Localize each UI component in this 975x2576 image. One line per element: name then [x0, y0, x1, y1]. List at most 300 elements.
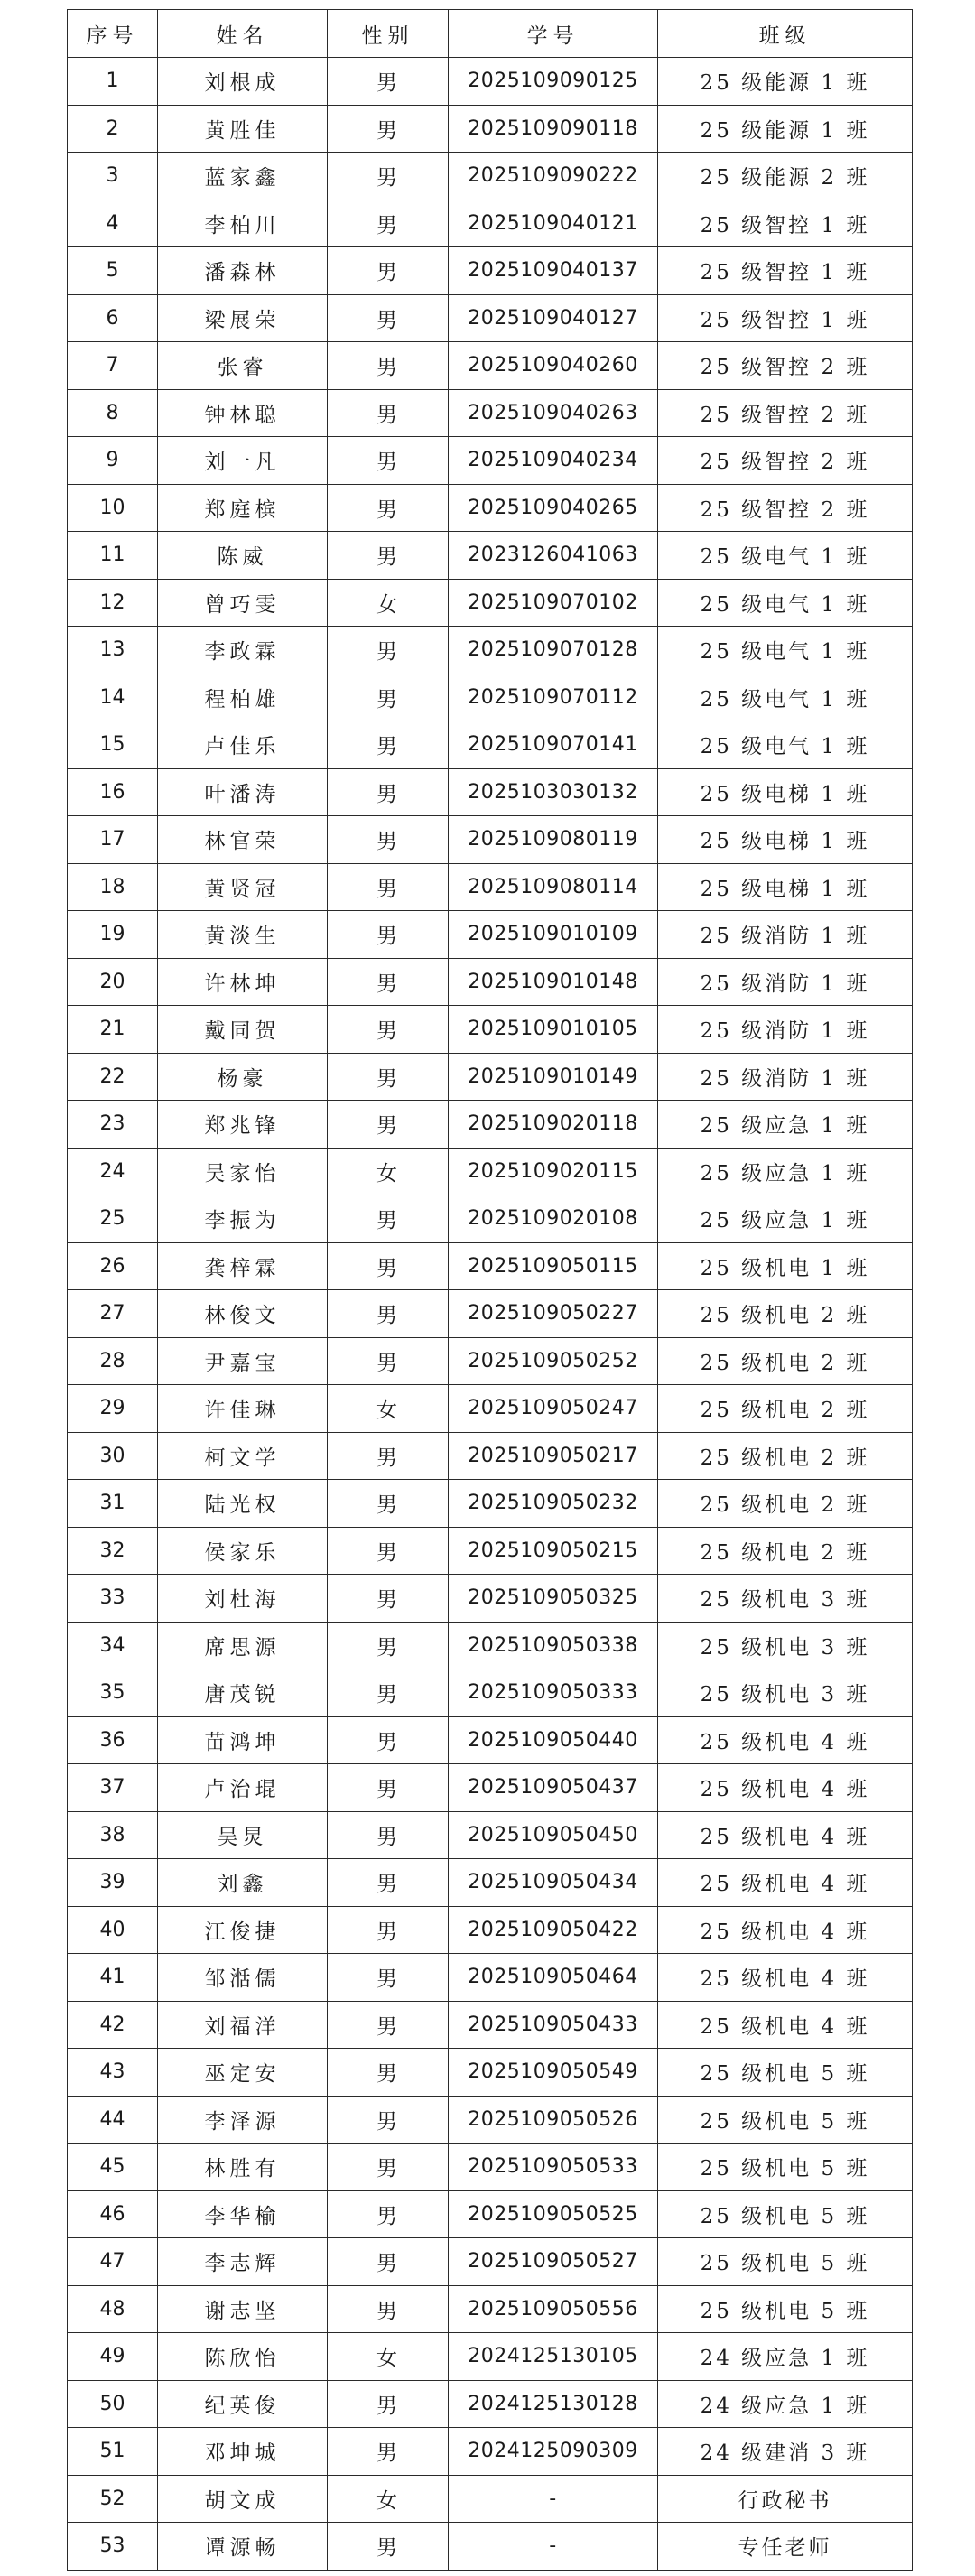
cell-gender: 男	[328, 58, 449, 106]
cell-student-id: 2024125130105	[449, 2333, 658, 2381]
cell-class: 25 级机电 2 班	[658, 1290, 913, 1338]
cell-index: 19	[68, 911, 158, 959]
cell-gender: 男	[328, 816, 449, 864]
cell-class: 25 级智控 2 班	[658, 389, 913, 437]
table-row	[68, 2380, 913, 2428]
cell-class: 24 级应急 1 班	[658, 2380, 913, 2428]
header-gender: 性别	[328, 10, 449, 58]
cell-name: 郑庭槟	[158, 484, 328, 532]
cell-class: 25 级应急 1 班	[658, 1148, 913, 1195]
cell-student-id: 2025109080119	[449, 816, 658, 864]
cell-name: 尹嘉宝	[158, 1337, 328, 1385]
cell-index: 25	[68, 1195, 158, 1243]
table-row	[68, 58, 913, 106]
cell-index: 45	[68, 2144, 158, 2191]
cell-index: 31	[68, 1480, 158, 1528]
cell-student-id: 2025109050526	[449, 2096, 658, 2144]
table-row	[68, 2096, 913, 2144]
cell-gender: 男	[328, 1811, 449, 1859]
cell-index: 12	[68, 579, 158, 627]
cell-student-id: 2025109050464	[449, 1954, 658, 2002]
cell-gender: 男	[328, 2285, 449, 2333]
cell-class: 25 级机电 4 班	[658, 1764, 913, 1812]
cell-index: 32	[68, 1527, 158, 1575]
cell-gender: 男	[328, 2380, 449, 2428]
table-row	[68, 2190, 913, 2238]
cell-index: 29	[68, 1385, 158, 1433]
table-body	[68, 58, 913, 2571]
cell-class: 25 级电梯 1 班	[658, 768, 913, 816]
cell-student-id: 2025109090118	[449, 105, 658, 153]
cell-name: 许佳琳	[158, 1385, 328, 1433]
cell-student-id: 2025109050549	[449, 2049, 658, 2097]
cell-student-id: 2025109020115	[449, 1148, 658, 1195]
cell-index: 5	[68, 247, 158, 295]
table-row	[68, 1148, 913, 1195]
cell-student-id: 2025109050333	[449, 1669, 658, 1717]
cell-index: 36	[68, 1716, 158, 1764]
cell-student-id: 2025109040234	[449, 437, 658, 485]
table-row	[68, 153, 913, 200]
cell-name: 刘福洋	[158, 2001, 328, 2049]
cell-gender: 男	[328, 958, 449, 1006]
cell-gender: 男	[328, 863, 449, 911]
cell-class: 25 级机电 3 班	[658, 1575, 913, 1623]
cell-index: 47	[68, 2238, 158, 2286]
table-row	[68, 1575, 913, 1623]
cell-student-id: 2025109020118	[449, 1101, 658, 1149]
table-row	[68, 1669, 913, 1717]
cell-index: 27	[68, 1290, 158, 1338]
cell-class: 25 级机电 4 班	[658, 1811, 913, 1859]
table-row	[68, 2523, 913, 2571]
cell-name: 席思源	[158, 1622, 328, 1669]
table-row	[68, 1290, 913, 1338]
table-row	[68, 1385, 913, 1433]
cell-index: 51	[68, 2428, 158, 2476]
table-row	[68, 105, 913, 153]
cell-name: 刘鑫	[158, 1859, 328, 1907]
table-row	[68, 1195, 913, 1243]
cell-student-id: 2025109010109	[449, 911, 658, 959]
cell-student-id: 2025109050422	[449, 1906, 658, 1954]
cell-student-id: 2025109050433	[449, 2001, 658, 2049]
cell-class: 25 级电气 1 班	[658, 721, 913, 769]
table-row	[68, 1006, 913, 1054]
table-row	[68, 437, 913, 485]
cell-gender: 男	[328, 2238, 449, 2286]
cell-gender: 男	[328, 1290, 449, 1338]
cell-class: 25 级机电 5 班	[658, 2144, 913, 2191]
cell-class: 25 级电气 1 班	[658, 674, 913, 721]
cell-class: 25 级机电 2 班	[658, 1432, 913, 1480]
cell-class: 专任老师	[658, 2523, 913, 2571]
cell-class: 25 级应急 1 班	[658, 1101, 913, 1149]
cell-index: 23	[68, 1101, 158, 1149]
cell-student-id: -	[449, 2523, 658, 2571]
cell-student-id: 2025109050227	[449, 1290, 658, 1338]
table-row	[68, 294, 913, 342]
cell-gender: 男	[328, 2523, 449, 2571]
cell-student-id: -	[449, 2475, 658, 2523]
cell-name: 谢志坚	[158, 2285, 328, 2333]
cell-student-id: 2025109090222	[449, 153, 658, 200]
cell-class: 25 级电气 1 班	[658, 532, 913, 580]
cell-student-id: 2024125130128	[449, 2380, 658, 2428]
cell-index: 41	[68, 1954, 158, 2002]
cell-class: 25 级机电 3 班	[658, 1622, 913, 1669]
cell-index: 35	[68, 1669, 158, 1717]
cell-name: 柯文学	[158, 1432, 328, 1480]
cell-name: 纪英俊	[158, 2380, 328, 2428]
cell-gender: 男	[328, 2096, 449, 2144]
cell-gender: 男	[328, 1764, 449, 1812]
cell-name: 梁展荣	[158, 294, 328, 342]
table-row	[68, 721, 913, 769]
cell-student-id: 2024125090309	[449, 2428, 658, 2476]
cell-name: 杨豪	[158, 1053, 328, 1101]
cell-gender: 男	[328, 2049, 449, 2097]
cell-index: 3	[68, 153, 158, 200]
cell-gender: 男	[328, 1337, 449, 1385]
cell-gender: 男	[328, 389, 449, 437]
header-index: 序号	[68, 10, 158, 58]
table-row	[68, 816, 913, 864]
cell-name: 叶潘涛	[158, 768, 328, 816]
cell-gender: 男	[328, 342, 449, 390]
cell-name: 黄胜佳	[158, 105, 328, 153]
cell-student-id: 2025103030132	[449, 768, 658, 816]
cell-index: 16	[68, 768, 158, 816]
cell-gender: 男	[328, 1527, 449, 1575]
cell-gender: 女	[328, 2475, 449, 2523]
cell-gender: 男	[328, 1859, 449, 1907]
cell-name: 陈威	[158, 532, 328, 580]
cell-gender: 男	[328, 294, 449, 342]
table-row	[68, 911, 913, 959]
cell-class: 25 级机电 2 班	[658, 1527, 913, 1575]
cell-gender: 男	[328, 768, 449, 816]
cell-index: 1	[68, 58, 158, 106]
cell-student-id: 2025109040127	[449, 294, 658, 342]
cell-name: 刘根成	[158, 58, 328, 106]
cell-student-id: 2025109050533	[449, 2144, 658, 2191]
cell-class: 25 级机电 5 班	[658, 2096, 913, 2144]
cell-index: 17	[68, 816, 158, 864]
cell-index: 24	[68, 1148, 158, 1195]
cell-index: 34	[68, 1622, 158, 1669]
cell-gender: 男	[328, 1716, 449, 1764]
cell-gender: 女	[328, 579, 449, 627]
cell-index: 37	[68, 1764, 158, 1812]
cell-gender: 男	[328, 2001, 449, 2049]
cell-name: 许林坤	[158, 958, 328, 1006]
cell-class: 25 级智控 2 班	[658, 484, 913, 532]
cell-student-id: 2025109090125	[449, 58, 658, 106]
table-row	[68, 1053, 913, 1101]
cell-class: 25 级机电 4 班	[658, 1954, 913, 2002]
cell-index: 52	[68, 2475, 158, 2523]
cell-name: 陈欣怡	[158, 2333, 328, 2381]
cell-student-id: 2025109050338	[449, 1622, 658, 1669]
cell-name: 唐茂锐	[158, 1669, 328, 1717]
cell-gender: 女	[328, 1385, 449, 1433]
table-row	[68, 579, 913, 627]
cell-student-id: 2025109040263	[449, 389, 658, 437]
cell-name: 吴炅	[158, 1811, 328, 1859]
table-row	[68, 2049, 913, 2097]
cell-index: 9	[68, 437, 158, 485]
cell-class: 25 级智控 1 班	[658, 247, 913, 295]
cell-student-id: 2025109050252	[449, 1337, 658, 1385]
cell-gender: 男	[328, 1006, 449, 1054]
table-row	[68, 2144, 913, 2191]
cell-class: 行政秘书	[658, 2475, 913, 2523]
cell-name: 邓坤城	[158, 2428, 328, 2476]
table-row	[68, 1716, 913, 1764]
cell-gender: 男	[328, 1242, 449, 1290]
table-row	[68, 1480, 913, 1528]
table-row	[68, 1811, 913, 1859]
cell-class: 25 级机电 1 班	[658, 1242, 913, 1290]
cell-student-id: 2025109050215	[449, 1527, 658, 1575]
cell-name: 苗鸿坤	[158, 1716, 328, 1764]
cell-student-id: 2025109070102	[449, 579, 658, 627]
cell-index: 28	[68, 1337, 158, 1385]
cell-index: 4	[68, 200, 158, 247]
cell-gender: 男	[328, 2190, 449, 2238]
cell-index: 6	[68, 294, 158, 342]
cell-index: 18	[68, 863, 158, 911]
cell-index: 20	[68, 958, 158, 1006]
cell-gender: 女	[328, 1148, 449, 1195]
table-row	[68, 674, 913, 721]
cell-class: 25 级机电 2 班	[658, 1385, 913, 1433]
cell-name: 李泽源	[158, 2096, 328, 2144]
table-row	[68, 863, 913, 911]
cell-class: 25 级机电 5 班	[658, 2238, 913, 2286]
cell-index: 48	[68, 2285, 158, 2333]
table-row	[68, 627, 913, 674]
cell-class: 25 级机电 4 班	[658, 2001, 913, 2049]
cell-gender: 男	[328, 1053, 449, 1101]
cell-student-id: 2025109010105	[449, 1006, 658, 1054]
cell-name: 戴同贺	[158, 1006, 328, 1054]
cell-student-id: 2025109050450	[449, 1811, 658, 1859]
cell-class: 25 级消防 1 班	[658, 911, 913, 959]
cell-gender: 男	[328, 153, 449, 200]
cell-student-id: 2025109050527	[449, 2238, 658, 2286]
cell-class: 25 级能源 1 班	[658, 58, 913, 106]
cell-class: 25 级能源 2 班	[658, 153, 913, 200]
cell-name: 邹湉儒	[158, 1954, 328, 2002]
table-row	[68, 2001, 913, 2049]
cell-index: 14	[68, 674, 158, 721]
cell-name: 龚梓霖	[158, 1242, 328, 1290]
cell-class: 25 级机电 3 班	[658, 1669, 913, 1717]
cell-index: 30	[68, 1432, 158, 1480]
cell-gender: 男	[328, 1480, 449, 1528]
table-row	[68, 247, 913, 295]
student-roster-table	[67, 9, 913, 2571]
cell-index: 46	[68, 2190, 158, 2238]
cell-student-id: 2023126041063	[449, 532, 658, 580]
cell-class: 25 级机电 2 班	[658, 1337, 913, 1385]
table-row	[68, 200, 913, 247]
cell-student-id: 2025109050437	[449, 1764, 658, 1812]
table-row	[68, 1622, 913, 1669]
table-row	[68, 1906, 913, 1954]
cell-gender: 男	[328, 1195, 449, 1243]
cell-name: 巫定安	[158, 2049, 328, 2097]
table-row	[68, 2333, 913, 2381]
header-name: 姓名	[158, 10, 328, 58]
cell-name: 潘森林	[158, 247, 328, 295]
cell-index: 13	[68, 627, 158, 674]
cell-gender: 男	[328, 484, 449, 532]
cell-index: 21	[68, 1006, 158, 1054]
cell-index: 33	[68, 1575, 158, 1623]
cell-student-id: 2025109050556	[449, 2285, 658, 2333]
cell-gender: 男	[328, 1954, 449, 2002]
cell-name: 林俊文	[158, 1290, 328, 1338]
cell-gender: 男	[328, 1669, 449, 1717]
cell-index: 10	[68, 484, 158, 532]
table-row	[68, 342, 913, 390]
cell-index: 49	[68, 2333, 158, 2381]
table-row	[68, 2475, 913, 2523]
cell-index: 43	[68, 2049, 158, 2097]
cell-student-id: 2025109040260	[449, 342, 658, 390]
cell-name: 刘一凡	[158, 437, 328, 485]
cell-name: 刘杜海	[158, 1575, 328, 1623]
cell-student-id: 2025109040121	[449, 200, 658, 247]
cell-index: 8	[68, 389, 158, 437]
table-row	[68, 484, 913, 532]
cell-name: 李政霖	[158, 627, 328, 674]
table-row	[68, 958, 913, 1006]
cell-student-id: 2025109040265	[449, 484, 658, 532]
cell-name: 张睿	[158, 342, 328, 390]
table-row	[68, 1527, 913, 1575]
cell-student-id: 2025109070141	[449, 721, 658, 769]
cell-class: 24 级建消 3 班	[658, 2428, 913, 2476]
cell-name: 江俊捷	[158, 1906, 328, 1954]
table-row	[68, 1101, 913, 1149]
cell-index: 15	[68, 721, 158, 769]
cell-gender: 男	[328, 1101, 449, 1149]
cell-name: 蓝家鑫	[158, 153, 328, 200]
cell-class: 24 级应急 1 班	[658, 2333, 913, 2381]
cell-student-id: 2025109070128	[449, 627, 658, 674]
cell-class: 25 级机电 5 班	[658, 2049, 913, 2097]
table-row	[68, 1859, 913, 1907]
cell-name: 李华榆	[158, 2190, 328, 2238]
cell-class: 25 级机电 2 班	[658, 1480, 913, 1528]
cell-name: 谭源畅	[158, 2523, 328, 2571]
cell-class: 25 级能源 1 班	[658, 105, 913, 153]
cell-index: 38	[68, 1811, 158, 1859]
cell-class: 25 级机电 4 班	[658, 1716, 913, 1764]
cell-name: 卢佳乐	[158, 721, 328, 769]
table-row	[68, 1242, 913, 1290]
cell-student-id: 2025109040137	[449, 247, 658, 295]
cell-gender: 男	[328, 1432, 449, 1480]
cell-student-id: 2025109050232	[449, 1480, 658, 1528]
cell-class: 25 级智控 1 班	[658, 200, 913, 247]
cell-gender: 女	[328, 2333, 449, 2381]
cell-gender: 男	[328, 437, 449, 485]
cell-class: 25 级机电 5 班	[658, 2190, 913, 2238]
cell-name: 胡文成	[158, 2475, 328, 2523]
table-row	[68, 1432, 913, 1480]
cell-student-id: 2025109050115	[449, 1242, 658, 1290]
cell-class: 25 级机电 5 班	[658, 2285, 913, 2333]
cell-student-id: 2025109050440	[449, 1716, 658, 1764]
cell-index: 50	[68, 2380, 158, 2428]
cell-index: 26	[68, 1242, 158, 1290]
cell-class: 25 级电气 1 班	[658, 627, 913, 674]
cell-gender: 男	[328, 1622, 449, 1669]
table-row	[68, 1954, 913, 2002]
table-row	[68, 1764, 913, 1812]
cell-class: 25 级机电 4 班	[658, 1859, 913, 1907]
cell-student-id: 2025109050217	[449, 1432, 658, 1480]
table-row	[68, 532, 913, 580]
cell-class: 25 级智控 2 班	[658, 437, 913, 485]
table-row	[68, 2428, 913, 2476]
cell-index: 42	[68, 2001, 158, 2049]
cell-name: 吴家怡	[158, 1148, 328, 1195]
cell-index: 44	[68, 2096, 158, 2144]
cell-class: 25 级消防 1 班	[658, 1006, 913, 1054]
cell-student-id: 2025109050325	[449, 1575, 658, 1623]
cell-name: 黄贤冠	[158, 863, 328, 911]
cell-name: 侯家乐	[158, 1527, 328, 1575]
cell-class: 25 级消防 1 班	[658, 958, 913, 1006]
cell-gender: 男	[328, 2144, 449, 2191]
cell-class: 25 级电气 1 班	[658, 579, 913, 627]
cell-class: 25 级消防 1 班	[658, 1053, 913, 1101]
table-row	[68, 1337, 913, 1385]
cell-class: 25 级智控 2 班	[658, 342, 913, 390]
table-row	[68, 2238, 913, 2286]
cell-index: 39	[68, 1859, 158, 1907]
cell-gender: 男	[328, 911, 449, 959]
table-row	[68, 768, 913, 816]
cell-student-id: 2025109050247	[449, 1385, 658, 1433]
cell-name: 林胜有	[158, 2144, 328, 2191]
cell-name: 程柏雄	[158, 674, 328, 721]
cell-name: 曾巧雯	[158, 579, 328, 627]
cell-gender: 男	[328, 247, 449, 295]
cell-student-id: 2025109010149	[449, 1053, 658, 1101]
cell-class: 25 级机电 4 班	[658, 1906, 913, 1954]
cell-class: 25 级电梯 1 班	[658, 816, 913, 864]
header-student-id: 学号	[449, 10, 658, 58]
cell-index: 40	[68, 1906, 158, 1954]
cell-name: 钟林聪	[158, 389, 328, 437]
cell-gender: 男	[328, 1575, 449, 1623]
table-row	[68, 2285, 913, 2333]
cell-gender: 男	[328, 200, 449, 247]
cell-name: 郑兆锋	[158, 1101, 328, 1149]
cell-name: 黄淡生	[158, 911, 328, 959]
cell-index: 22	[68, 1053, 158, 1101]
cell-gender: 男	[328, 721, 449, 769]
cell-class: 25 级电梯 1 班	[658, 863, 913, 911]
cell-index: 53	[68, 2523, 158, 2571]
